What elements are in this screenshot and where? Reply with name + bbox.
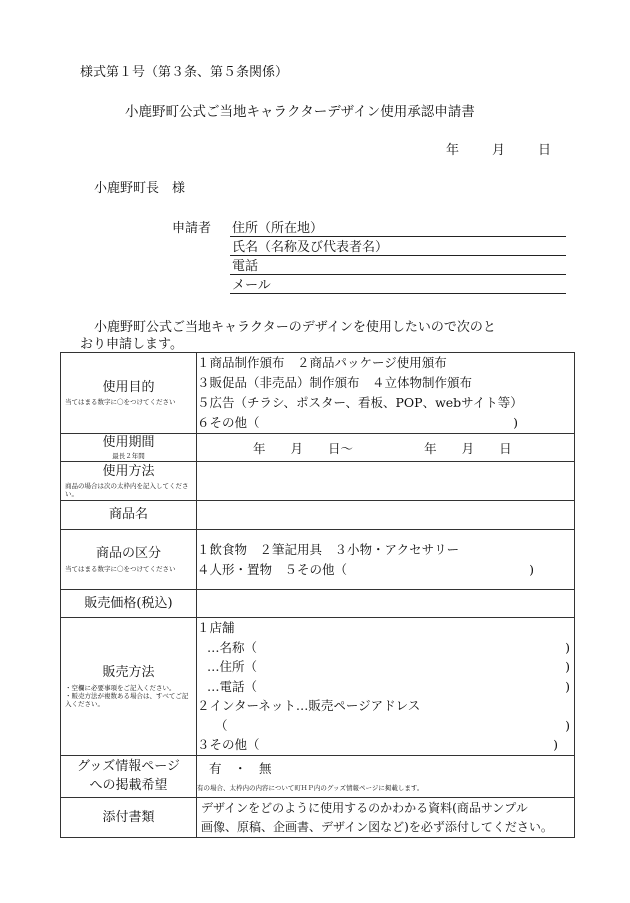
sales-notes	[61, 684, 196, 708]
applicant-email-label: メール	[232, 278, 271, 293]
sales-store-name[interactable]	[197, 638, 574, 658]
form-number: 様式第１号（第３条、第５条関係）	[80, 65, 289, 80]
method-label: 使用方法	[102, 463, 155, 479]
intro-line-2: おり申請します。	[80, 337, 183, 352]
sales-store-phone-close: )	[565, 678, 570, 694]
sales-other[interactable]	[197, 735, 574, 755]
date-day: 日	[538, 143, 552, 158]
method-note: 商品の場合は次の太枠内を記入してください。	[65, 482, 189, 499]
sales-store-name-label: …名称（	[207, 639, 258, 655]
attachments-value	[197, 798, 575, 838]
purpose-option-2[interactable]: ３販促品（非売品）制作頒布 ４立体物制作頒布	[197, 375, 473, 390]
product-name-input[interactable]	[197, 501, 575, 530]
applicant-email-line[interactable]	[230, 293, 566, 294]
purpose-option-3[interactable]: ５広告（チラシ、ポスター、看板、POP、webサイト等）	[197, 395, 523, 410]
sales-internet-url-close: )	[565, 717, 570, 733]
sales-internet-url[interactable]	[197, 716, 574, 736]
form-title: 小鹿野町公式ご当地キャラクターデザイン使用承認申請書	[125, 104, 475, 120]
purpose-option-4-text: ６その他（	[197, 415, 260, 430]
row-price	[61, 590, 575, 618]
price-label-cell	[61, 590, 197, 618]
attachments-label: 添付書類	[102, 809, 155, 825]
date-year: 年	[446, 143, 460, 158]
row-sales	[61, 618, 575, 756]
goods-page-note: 有の場合、太枠内の内容について町ＨＰ内のグッズ情報ページに掲載します。	[197, 784, 424, 792]
sales-store-address-label: …住所（	[207, 659, 258, 675]
sales-store-phone[interactable]	[197, 677, 574, 697]
category-option-line-2[interactable]	[197, 560, 574, 580]
price-input[interactable]	[197, 590, 575, 618]
sales-internet: ２インターネット…販売ページアドレス	[197, 698, 421, 714]
attachments-label-cell	[61, 798, 197, 838]
purpose-options[interactable]	[197, 353, 575, 434]
period-note: 最長２年間	[112, 451, 145, 460]
category-label: 商品の区分	[95, 546, 161, 562]
applicant-label: 申請者	[172, 221, 212, 236]
sales-store: １店舗	[197, 620, 235, 636]
category-close-paren: )	[529, 561, 534, 577]
method-label-cell	[61, 462, 197, 501]
applicant-phone-line[interactable]	[230, 274, 566, 275]
period-value[interactable]	[197, 434, 575, 462]
category-option-line-1[interactable]: １飲食物 ２筆記用具 ３小物・アクセサリー	[197, 541, 460, 557]
period-label: 使用期間	[102, 435, 155, 451]
sales-note-2: ・販売方法が複数ある場合は、すべてご記入ください。	[65, 691, 189, 708]
sales-other-close: )	[553, 737, 558, 753]
row-method	[61, 462, 575, 501]
attachments-line-1: デザインをどのように使用するのかわかる資料(商品サンプル	[201, 800, 528, 815]
product-name-label-cell	[61, 501, 197, 530]
sales-other-label: ３その他（	[197, 737, 260, 753]
purpose-option-4[interactable]	[197, 413, 574, 433]
goods-page-label-cell	[61, 756, 197, 798]
price-label: 販売価格(税込)	[84, 595, 173, 611]
sales-internet-url-open: （	[215, 717, 228, 733]
sales-store-address-close: )	[565, 659, 570, 675]
period-label-cell	[61, 434, 197, 462]
addressee: 小鹿野町長 様	[94, 181, 186, 196]
goods-page-label-1: グッズ情報ページ	[76, 758, 181, 774]
date-month: 月	[492, 143, 506, 158]
category-note: 当てはまる数字に〇をつけてください	[65, 564, 176, 573]
sales-store-name-close: )	[565, 639, 570, 655]
sales-store-address[interactable]	[197, 657, 574, 677]
goods-page-label-2: への掲載希望	[89, 777, 168, 793]
application-table	[60, 352, 575, 838]
period-end: 年 月 日	[424, 441, 512, 456]
purpose-label-cell	[61, 353, 197, 434]
applicant-name-label: 氏名（名称及び代表者名）	[232, 240, 389, 255]
goods-page-value[interactable]	[197, 756, 575, 798]
sales-label: 販売方法	[102, 665, 155, 681]
applicant-phone-label: 電話	[232, 259, 259, 274]
purpose-option-1[interactable]: １商品制作頒布 ２商品パッケージ使用頒布	[197, 355, 447, 370]
product-name-label: 商品名	[108, 507, 148, 523]
row-category	[61, 530, 575, 590]
sales-note-1: ・空欄に必要事項をご記入ください。	[65, 683, 176, 692]
row-goods-page	[61, 756, 575, 798]
row-attachments	[61, 798, 575, 838]
applicant-address-label: 住所（所在地）	[232, 221, 324, 236]
applicant-address-line[interactable]	[230, 236, 566, 237]
goods-page-choice[interactable]: 有 ・ 無	[209, 761, 272, 776]
attachments-line-2: 画像、原稿、企画書、デザイン図など)を必ず添付してください。	[201, 819, 553, 834]
category-label-cell	[61, 530, 197, 590]
purpose-close-paren: )	[513, 415, 518, 430]
row-period	[61, 434, 575, 462]
method-input[interactable]	[197, 462, 575, 501]
row-product-name	[61, 501, 575, 530]
period-start: 年 月 日～	[253, 441, 354, 456]
sales-label-cell	[61, 618, 197, 756]
intro-line-1: 小鹿野町公式ご当地キャラクターのデザインを使用したいので次のと	[94, 320, 496, 335]
sales-store-phone-label: …電話（	[207, 678, 258, 694]
sales-options[interactable]	[197, 618, 575, 756]
purpose-note: 当てはまる数字に〇をつけてください	[65, 398, 176, 407]
applicant-name-line[interactable]	[230, 255, 566, 256]
category-option-line-2-text: ４人形・置物 ５その他（	[197, 561, 348, 577]
purpose-label: 使用目的	[102, 379, 155, 395]
row-purpose	[61, 353, 575, 434]
category-options[interactable]	[197, 530, 575, 590]
